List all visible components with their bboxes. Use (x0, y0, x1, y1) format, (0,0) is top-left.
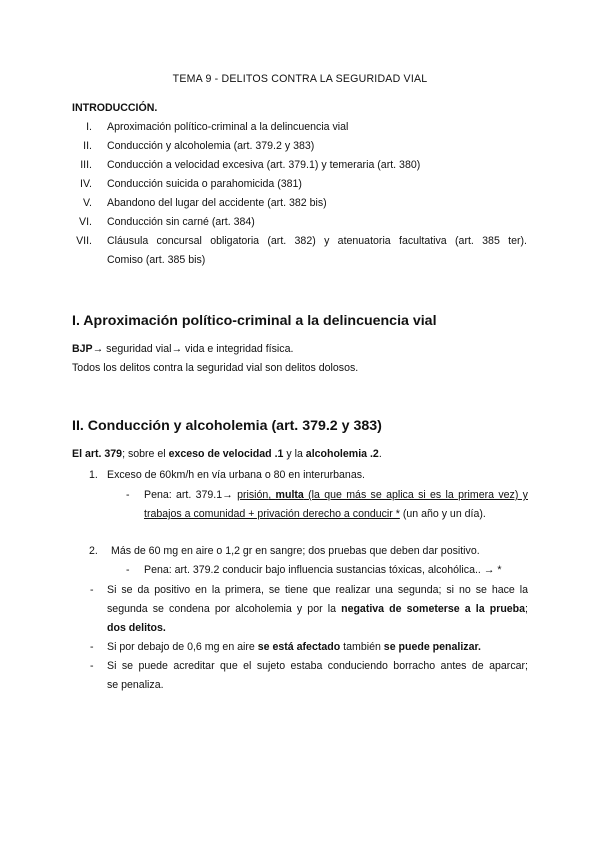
dash-bullet: - (126, 489, 130, 501)
list-item-text: Exceso de 60km/h en vía urbana o 80 en interurbanas. (107, 469, 365, 481)
text-run: también (340, 641, 384, 653)
intro-item-num: III. (80, 159, 92, 171)
intro-item-num: II. (83, 140, 92, 152)
bullet-text: Si se puede acreditar que el sujeto estaba conduciendo borracho antes de aparcar; (107, 660, 528, 672)
bullet-text-cont: dos delitos. (107, 622, 166, 634)
text-run: ; sobre el (122, 448, 169, 460)
dash-bullet: - (90, 584, 94, 596)
text-run: Pena: art. 379.1→ (144, 489, 238, 501)
bjp-label: BJP (72, 343, 93, 355)
intro-item-text: Abandono del lugar del accidente (art. 382 bis) (107, 197, 327, 209)
bold-run: se está afectado (257, 641, 341, 653)
bold-run: se puede penalizar. (383, 641, 481, 653)
text-run: segunda se condena por alcoholemia y por la (107, 603, 342, 615)
penalty-line: Pena: art. 379.2 conducir bajo influencia sustancias tóxicas, alcohólica.. → * (144, 564, 502, 576)
list-num: 2. (89, 545, 98, 557)
bold-run: negativa de someterse a la prueba (341, 603, 526, 615)
bullet-text-cont: se penaliza. (107, 679, 164, 691)
intro-item-text: Aproximación político-criminal a la delincuencia vial (107, 121, 349, 133)
underlined-run: , (268, 489, 276, 501)
section-heading: I. Aproximación político-criminal a la delincuencia vial (72, 313, 437, 329)
bold-run: exceso de velocidad .1 (168, 448, 284, 460)
bold-underlined-run: multa (275, 489, 304, 501)
bjp-text: → seguridad vial→ vida e integridad física. (92, 343, 294, 355)
text-run: y la (283, 448, 306, 460)
dash-bullet: - (90, 660, 94, 672)
art-ref: El art. 379 (72, 448, 123, 460)
intro-item-text-cont: Comiso (art. 385 bis) (107, 254, 206, 266)
bjp-line (72, 342, 293, 356)
dash-bullet: - (126, 564, 130, 576)
underlined-run: (la que más se aplica si es la primera vez) y (303, 489, 528, 501)
intro-item-text: Conducción y alcoholemia (art. 379.2 y 383) (107, 140, 315, 152)
intro-item-text: Conducción sin carné (art. 384) (107, 216, 255, 228)
paragraph: Todos los delitos contra la seguridad vial son delitos dolosos. (72, 362, 359, 374)
intro-item-num: VI. (79, 216, 92, 228)
text-run: Si por debajo de 0,6 mg en aire (107, 641, 258, 653)
bullet-text (107, 640, 481, 654)
list-num: 1. (89, 469, 98, 481)
underlined-run: prisión (237, 489, 269, 501)
intro-item-num: V. (82, 197, 92, 209)
text-run: ; (525, 603, 528, 615)
penalty-line-cont (144, 507, 486, 521)
intro-heading: INTRODUCCIÓN. (72, 102, 158, 114)
bullet-text: Si se da positivo en la primera, se tiene que realizar una segunda; si no se hace la (107, 584, 528, 596)
article-line (72, 447, 382, 461)
text-run: . (378, 448, 382, 460)
intro-item-text: Conducción suicida o parahomicida (381) (107, 178, 302, 190)
section-heading: II. Conducción y alcoholemia (art. 379.2 y 383) (72, 418, 382, 434)
dash-bullet: - (90, 641, 94, 653)
bold-run: alcoholemia .2 (305, 448, 379, 460)
intro-item-num: VII. (76, 235, 92, 247)
intro-item-text: Cláusula concursal obligatoria (art. 382) y atenuatoria facultativa (art. 385 ter). (107, 235, 527, 247)
page-title: TEMA 9 - DELITOS CONTRA LA SEGURIDAD VIAL (172, 73, 428, 85)
intro-item-text: Conducción a velocidad excesiva (art. 379.1) y temeraria (art. 380) (107, 159, 421, 171)
underlined-run: trabajos a comunidad + privación derecho a conducir * (144, 508, 400, 520)
intro-item-num: I. (86, 121, 92, 133)
bullet-text-cont (107, 602, 528, 616)
penalty-line (144, 488, 528, 502)
text-run: (un año y un día). (399, 508, 486, 520)
list-item-text: Más de 60 mg en aire o 1,2 gr en sangre; dos pruebas que deben dar positivo. (111, 545, 480, 557)
intro-item-num: IV. (80, 178, 92, 190)
